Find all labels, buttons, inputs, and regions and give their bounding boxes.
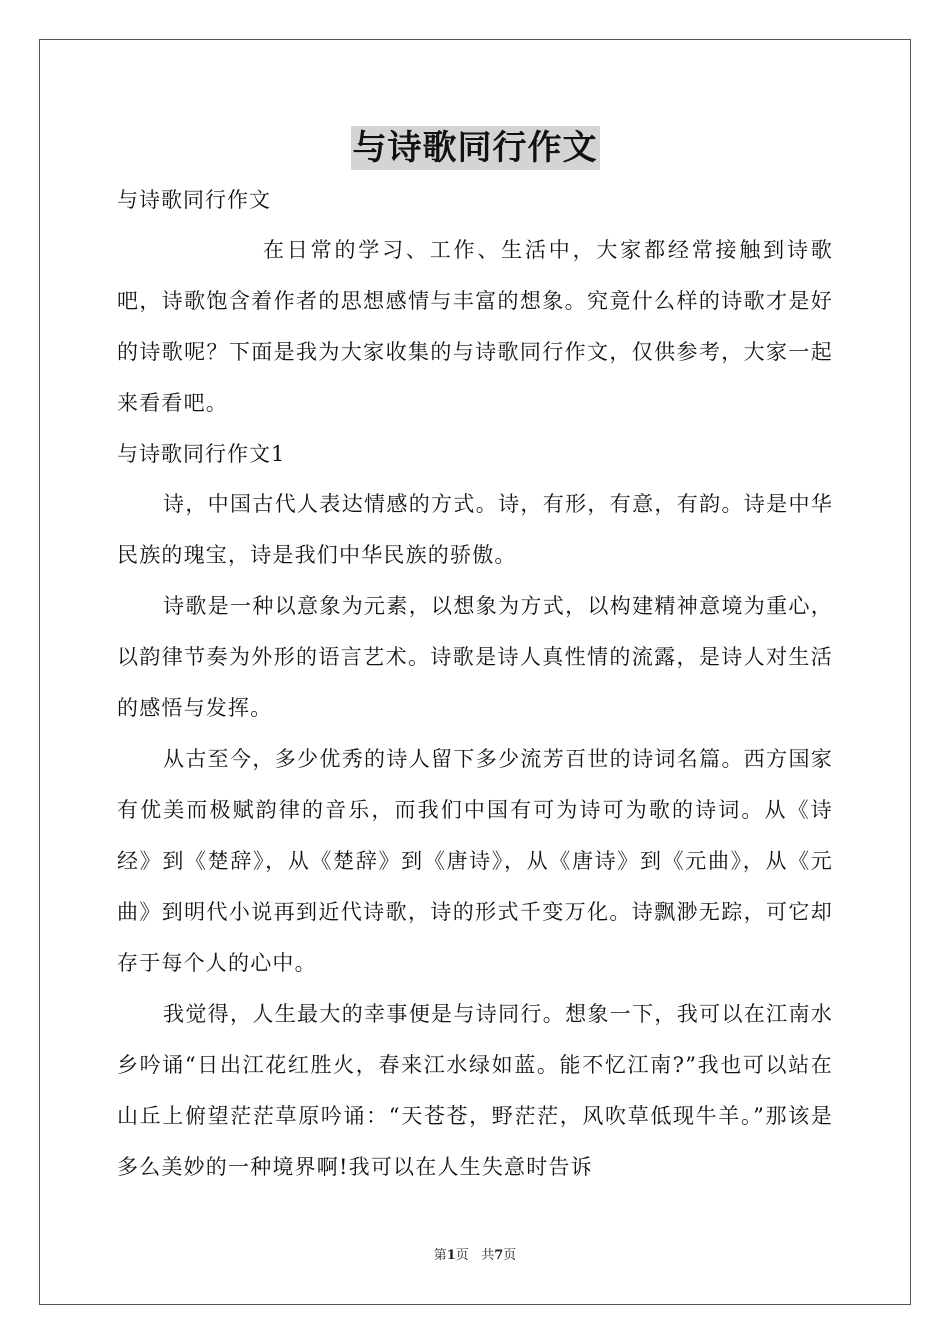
body-paragraph-4: 我觉得，人生最大的幸事便是与诗同行。想象一下，我可以在江南水乡吟诵“日出江花红胜火，春来江水绿如蓝。能不忆江南?”我也可以站在山丘上俯望茫茫草原吟诵：“天苍苍，野茫茫，风吹草低现牛羊。”那该是多么美妙的一种境界啊!我可以在人生失意时告诉: [117, 1002, 833, 1179]
total-suffix: 页: [503, 1248, 517, 1263]
total-prefix: 共: [481, 1248, 495, 1263]
body-paragraph-3: 从古至今，多少优秀的诗人留下多少流芳百世的诗词名篇。西方国家有优美而极赋韵律的音乐，而我们中国有可为诗可为歌的诗词。从《诗经》到《楚辞》，从《楚辞》到《唐诗》，从《唐诗》到《元曲》，从《元曲》到明代小说再到近代诗歌，诗的形式千变万化。诗飘渺无踪，可它却存于每个人的心中。: [117, 747, 833, 975]
total-pages: 7: [494, 1248, 504, 1263]
body-paragraph-1: 诗，中国古代人表达情感的方式。诗，有形，有意，有韵。诗是中华民族的瑰宝，诗是我们中华民族的骄傲。: [117, 492, 833, 567]
section-title: 与诗歌同行作文1: [117, 442, 286, 466]
page-prefix: 第: [433, 1248, 447, 1263]
intro-paragraph: 在日常的学习、工作、生活中，大家都经常接触到诗歌吧，诗歌饱含着作者的思想感情与丰富的想象。究竟什么样的诗歌才是好的诗歌呢？下面是我为大家收集的与诗歌同行作文，仅供参考，大家一起来看看吧。: [117, 238, 833, 415]
document-subtitle: 与诗歌同行作文: [117, 188, 271, 212]
page-suffix: 页: [455, 1248, 469, 1263]
title-wrap: [0, 126, 950, 170]
page-footer: [0, 1244, 950, 1263]
page-current: 1: [446, 1248, 456, 1263]
document-body: [117, 175, 833, 1193]
body-paragraph-2: 诗歌是一种以意象为元素，以想象为方式，以构建精神意境为重心，以韵律节奏为外形的语言艺术。诗歌是诗人真性情的流露，是诗人对生活的感悟与发挥。: [117, 594, 833, 720]
document-title: 与诗歌同行作文: [352, 128, 598, 168]
